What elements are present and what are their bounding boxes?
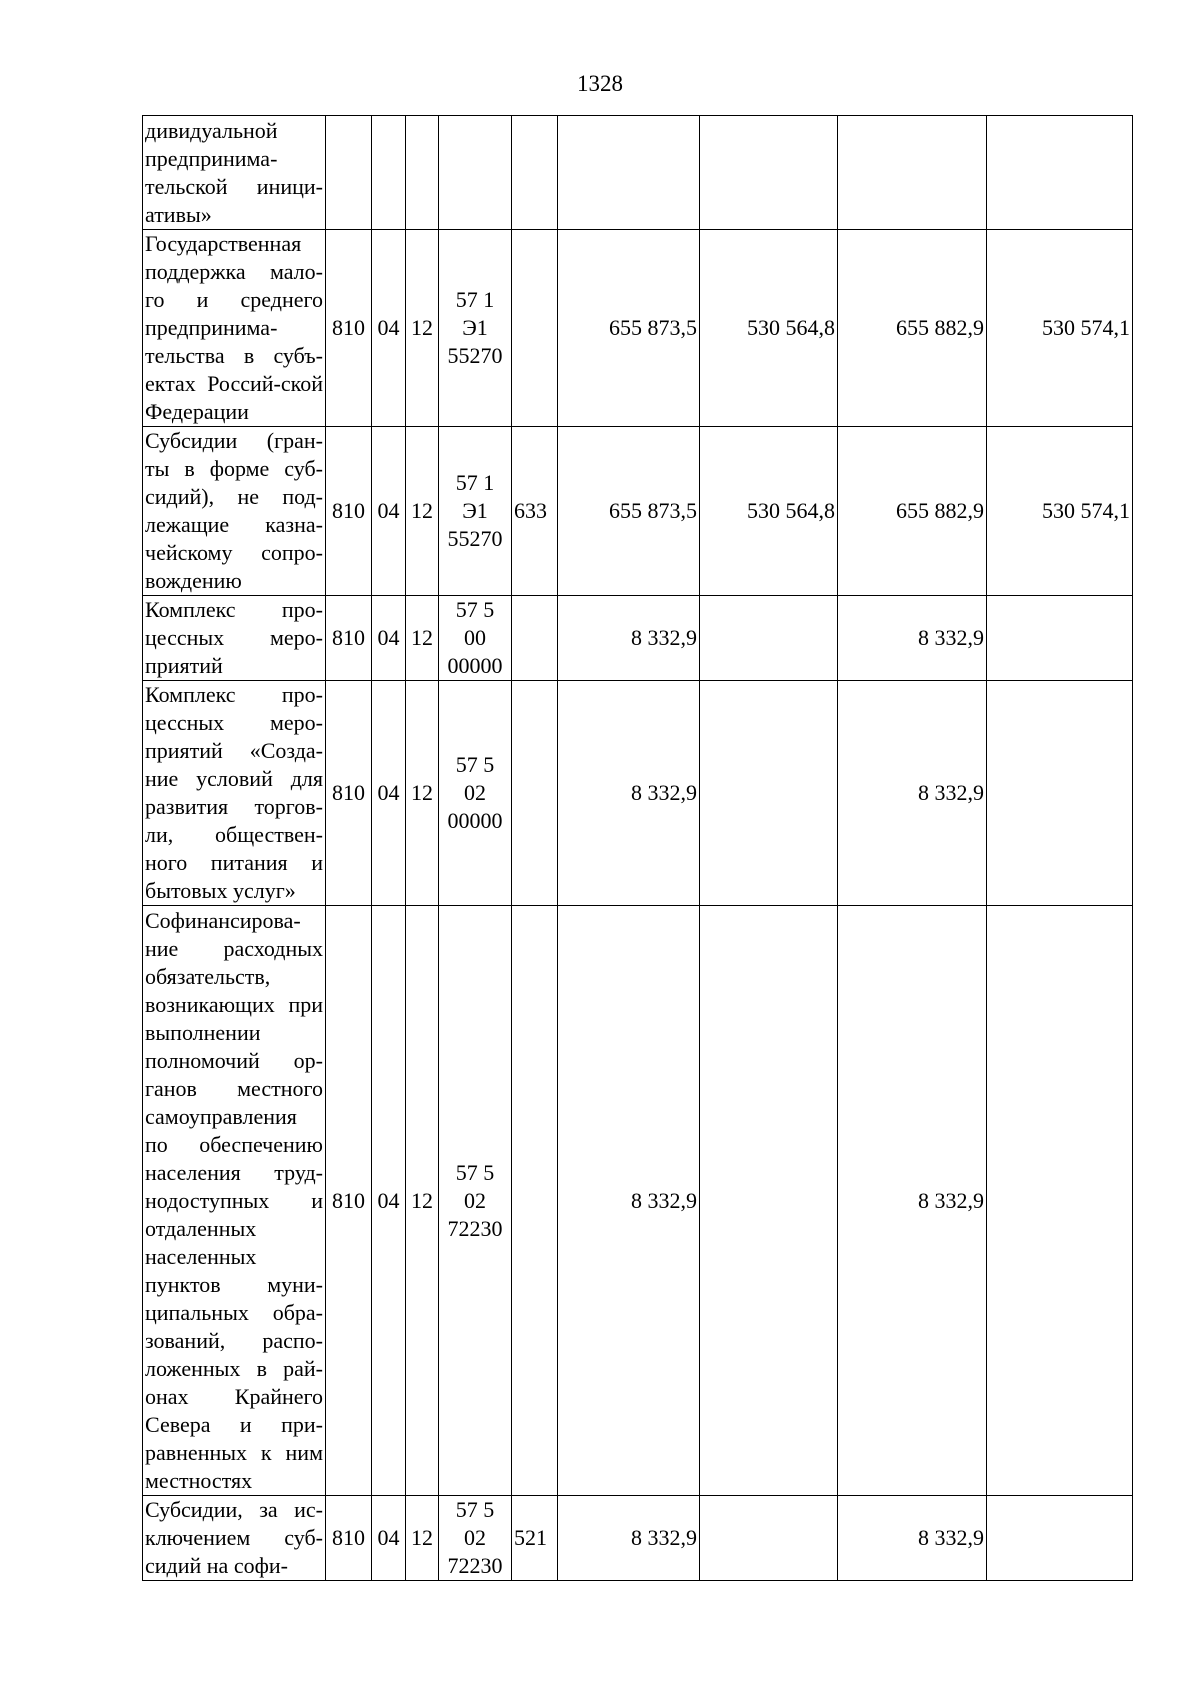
vr-code-cell	[512, 596, 558, 681]
csr-code-line: 57 5	[455, 1497, 495, 1522]
vr-code-cell	[512, 681, 558, 906]
csr-code-line: 55270	[447, 526, 503, 551]
table-row	[143, 427, 1133, 596]
amount-cell-3	[838, 116, 987, 230]
csr-code-cell	[439, 116, 512, 230]
amount-cell-1: 8 332,9	[558, 681, 700, 906]
amount-cell-1: 8 332,9	[558, 596, 700, 681]
table-row	[143, 906, 1133, 1496]
table-body	[143, 116, 1133, 1581]
csr-code-cell	[439, 1496, 512, 1581]
csr-code-line: Э1	[462, 315, 488, 340]
csr-code-line: 02	[464, 1187, 486, 1213]
row-name-cell: Субсидии (гран-ты в форме суб-сидий), не под-лежащие казна-чейскому сопро-вождению	[143, 427, 326, 596]
amount-cell-3: 8 332,9	[838, 1496, 987, 1581]
vr-code-cell: 633	[512, 427, 558, 596]
amount-cell-2	[700, 681, 838, 906]
amount-cell-3: 655 882,9	[838, 230, 987, 427]
row-name-cell: Комплекс про-цессных меро-приятий	[143, 596, 326, 681]
amount-cell-3: 655 882,9	[838, 427, 987, 596]
amount-cell-2	[700, 906, 838, 1496]
rz-code-cell: 04	[372, 906, 406, 1496]
amount-cell-4	[987, 906, 1133, 1496]
amount-cell-1: 655 873,5	[558, 230, 700, 427]
amount-cell-4: 530 574,1	[987, 427, 1133, 596]
amount-cell-3: 8 332,9	[838, 906, 987, 1496]
amount-cell-4	[987, 596, 1133, 681]
pr-code-cell: 12	[406, 906, 439, 1496]
table-row	[143, 230, 1133, 427]
row-name-cell: Софинансирова-ние расходных обязательств, возникающих при выполнении полномочий ор-ганов местного самоуправления по обеспечению населения труд-нодоступных и отдаленных населенных пунктов муни-ципальных обра-зований, распо-ложенных в рай-онах Крайнего Севера и при-равненных к ним местностях	[143, 906, 326, 1496]
rz-code-cell: 04	[372, 596, 406, 681]
csr-code-line: 00000	[447, 653, 503, 678]
gr-code-cell	[326, 116, 372, 230]
amount-cell-2	[700, 596, 838, 681]
csr-code-line: 02	[464, 1525, 486, 1550]
pr-code-cell: 12	[406, 230, 439, 427]
amount-cell-1: 655 873,5	[558, 427, 700, 596]
vr-code-cell	[512, 230, 558, 427]
csr-code-line: 02	[464, 780, 486, 805]
row-name-cell: дивидуальной предпринима-тельской иници-ативы»	[143, 116, 326, 230]
csr-code-line: 00000	[447, 808, 503, 833]
gr-code-cell: 810	[326, 230, 372, 427]
pr-code-cell: 12	[406, 1496, 439, 1581]
row-name-cell: Субсидии, за ис-ключением суб-сидий на софи-	[143, 1496, 326, 1581]
csr-code-cell	[439, 427, 512, 596]
csr-code-line: 57 5	[455, 1159, 495, 1185]
gr-code-cell: 810	[326, 681, 372, 906]
table-row	[143, 116, 1133, 230]
csr-code-line: 55270	[447, 343, 503, 368]
amount-cell-2: 530 564,8	[700, 230, 838, 427]
budget-table	[142, 115, 1133, 1581]
amount-cell-1	[558, 116, 700, 230]
table-row	[143, 1496, 1133, 1581]
csr-code-cell	[439, 596, 512, 681]
pr-code-cell: 12	[406, 427, 439, 596]
gr-code-cell: 810	[326, 427, 372, 596]
table-row	[143, 596, 1133, 681]
rz-code-cell: 04	[372, 681, 406, 906]
csr-code-line: 72230	[447, 1553, 503, 1578]
csr-code-line: 57 5	[455, 597, 495, 622]
amount-cell-3: 8 332,9	[838, 681, 987, 906]
pr-code-cell	[406, 116, 439, 230]
row-name-cell: Государственная поддержка мало-го и среднего предпринима-тельства в субъ-ектах Россий-ской Федерации	[143, 230, 326, 427]
csr-code-line: 00	[464, 625, 486, 650]
rz-code-cell: 04	[372, 230, 406, 427]
gr-code-cell: 810	[326, 906, 372, 1496]
amount-cell-4: 530 574,1	[987, 230, 1133, 427]
csr-code-line: 57 5	[455, 752, 495, 777]
rz-code-cell: 04	[372, 427, 406, 596]
amount-cell-2	[700, 116, 838, 230]
gr-code-cell: 810	[326, 596, 372, 681]
amount-cell-4	[987, 116, 1133, 230]
amount-cell-2: 530 564,8	[700, 427, 838, 596]
amount-cell-4	[987, 1496, 1133, 1581]
vr-code-cell	[512, 116, 558, 230]
amount-cell-4	[987, 681, 1133, 906]
page-number: 1328	[577, 71, 623, 96]
csr-code-line: 57 1	[455, 470, 495, 495]
row-name-cell: Комплекс про-цессных меро-приятий «Созда-ние условий для развития торгов-ли, обществен-ного питания и бытовых услуг»	[143, 681, 326, 906]
amount-cell-3: 8 332,9	[838, 596, 987, 681]
table-row	[143, 681, 1133, 906]
gr-code-cell: 810	[326, 1496, 372, 1581]
csr-code-line: 57 1	[455, 287, 495, 312]
csr-code-cell	[439, 681, 512, 906]
csr-code-cell	[439, 906, 512, 1496]
csr-code-line: Э1	[462, 498, 488, 523]
vr-code-cell	[512, 906, 558, 1496]
csr-code-line: 72230	[447, 1215, 503, 1241]
rz-code-cell: 04	[372, 1496, 406, 1581]
amount-cell-1: 8 332,9	[558, 906, 700, 1496]
amount-cell-1: 8 332,9	[558, 1496, 700, 1581]
vr-code-cell: 521	[512, 1496, 558, 1581]
pr-code-cell: 12	[406, 681, 439, 906]
pr-code-cell: 12	[406, 596, 439, 681]
csr-code-cell	[439, 230, 512, 427]
amount-cell-2	[700, 1496, 838, 1581]
rz-code-cell	[372, 116, 406, 230]
